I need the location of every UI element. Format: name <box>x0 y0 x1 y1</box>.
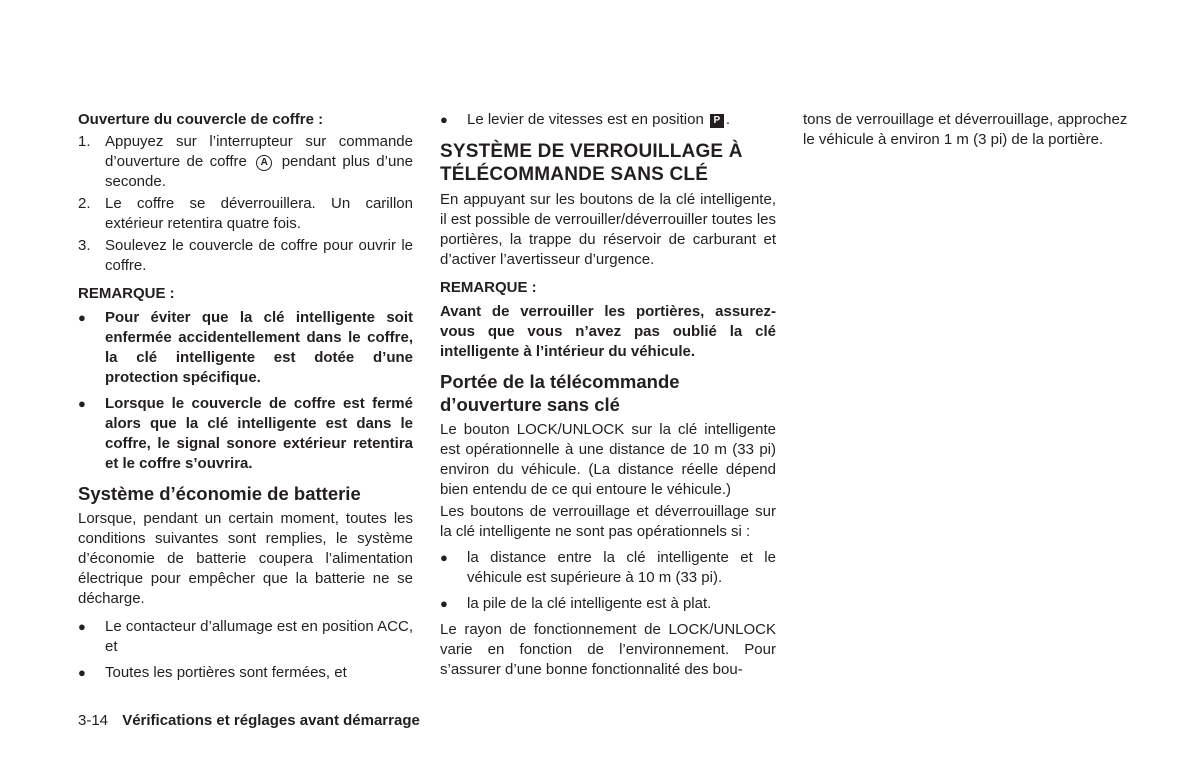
step-number: 3. <box>78 237 91 254</box>
page-number: 3-14 <box>78 712 109 729</box>
keyless-system-title: SYSTÈME DE VERROUILLAGE À TÉLÉCOMMANDE SANS CLÉ <box>440 141 743 185</box>
condition-item <box>440 548 776 588</box>
note-item <box>78 308 413 388</box>
battery-saver-title: Système d’économie de batterie <box>78 483 361 504</box>
condition-text: Le contacteur d’allumage est en position ACC, et <box>105 618 413 655</box>
bullet-icon: ● <box>78 396 86 411</box>
step-text-end: pendant plus d’une seconde. <box>105 153 413 190</box>
note-item <box>78 394 413 474</box>
condition-text: la distance entre la clé intelligente et le véhicule est supérieure à 10 m (33 pi). <box>467 549 776 586</box>
note-text: Lorsque le couvercle de coffre est fermé alors que la clé intelligente est dans le coffre, le signal sonore extérieur retentira et le coffre s’ouvrira. <box>105 395 413 472</box>
step-2 <box>78 194 413 234</box>
note-heading: REMARQUE : <box>440 279 537 296</box>
chapter-title: Vérifications et réglages avant démarrage <box>122 712 420 729</box>
condition-item <box>78 617 413 657</box>
bullet-icon: ● <box>440 596 448 611</box>
park-position-icon: P <box>710 114 724 128</box>
range-paragraph-3: Le rayon de fonctionnement de LOCK/UNLOCK varie en fonction de l’environnement. Pour s’assurer d’une bonne fonctionnalité des bou- <box>440 621 776 678</box>
bullet-icon: ● <box>78 310 86 325</box>
step-3 <box>78 236 413 276</box>
column-right <box>803 110 1143 150</box>
column-middle <box>440 110 776 680</box>
bullet-icon: ● <box>78 619 86 634</box>
step-text: Soulevez le couvercle de coffre pour ouvrir le coffre. <box>105 237 413 274</box>
step-text: Le coffre se déverrouillera. Un carillon extérieur retentira quatre fois. <box>105 195 413 232</box>
condition-item <box>78 663 413 683</box>
range-paragraph-3-continued: tons de verrouillage et déverrouillage, approchez le véhicule à environ 1 m (3 pi) de la portière. <box>803 111 1128 148</box>
bullet-icon: ● <box>440 550 448 565</box>
step-number: 1. <box>78 133 91 150</box>
range-paragraph-2: Les boutons de verrouillage et déverrouillage sur la clé intelligente ne sont pas opérationnels si : <box>440 503 776 540</box>
bullet-icon: ● <box>78 665 86 680</box>
note-text: Pour éviter que la clé intelligente soit enfermée accidentellement dans le coffre, la clé intelligente est dotée d’une protection spécifique. <box>105 309 413 386</box>
battery-saver-paragraph: Lorsque, pendant un certain moment, toutes les conditions suivantes sont remplies, le système d’économie de batterie coupera l’alimentation électrique pour empêcher que la batterie ne se décharge. <box>78 510 413 607</box>
condition-text: Le levier de vitesses est en position <box>467 111 704 128</box>
trunk-opening-heading: Ouverture du couvercle de coffre : <box>78 111 324 128</box>
page-footer <box>78 711 420 731</box>
step-number: 2. <box>78 195 91 212</box>
note-text: Avant de verrouiller les portières, assurez-vous que vous n’avez pas oublié la clé intelligente à l’intérieur du véhicule. <box>440 303 776 360</box>
step-1 <box>78 132 413 192</box>
range-paragraph: Le bouton LOCK/UNLOCK sur la clé intelligente est opérationnelle à une distance de 10 m (33 pi) environ du véhicule. (La distance réelle dépend bien entendu de ce qui entoure le véhicule.) <box>440 421 776 498</box>
condition-item <box>440 594 776 614</box>
condition-text: la pile de la clé intelligente est à plat. <box>467 595 712 612</box>
switch-a-marker-icon: A <box>256 155 272 171</box>
column-left <box>78 110 413 689</box>
range-title: Portée de la télécommande d’ouverture sans clé <box>440 371 680 415</box>
bullet-icon: ● <box>440 112 448 127</box>
note-heading: REMARQUE : <box>78 285 175 302</box>
condition-text: Toutes les portières sont fermées, et <box>105 664 347 681</box>
keyless-paragraph: En appuyant sur les boutons de la clé intelligente, il est possible de verrouiller/déverrouiller toutes les portières, la trappe du réservoir de carburant et d’activer l’avertisseur d’urgence. <box>440 191 776 268</box>
condition-item: ● Le levier de vitesses est en position P . <box>440 111 730 128</box>
step-text: Appuyez sur l’interrupteur sur commande d’ouverture de coffre <box>105 133 413 170</box>
